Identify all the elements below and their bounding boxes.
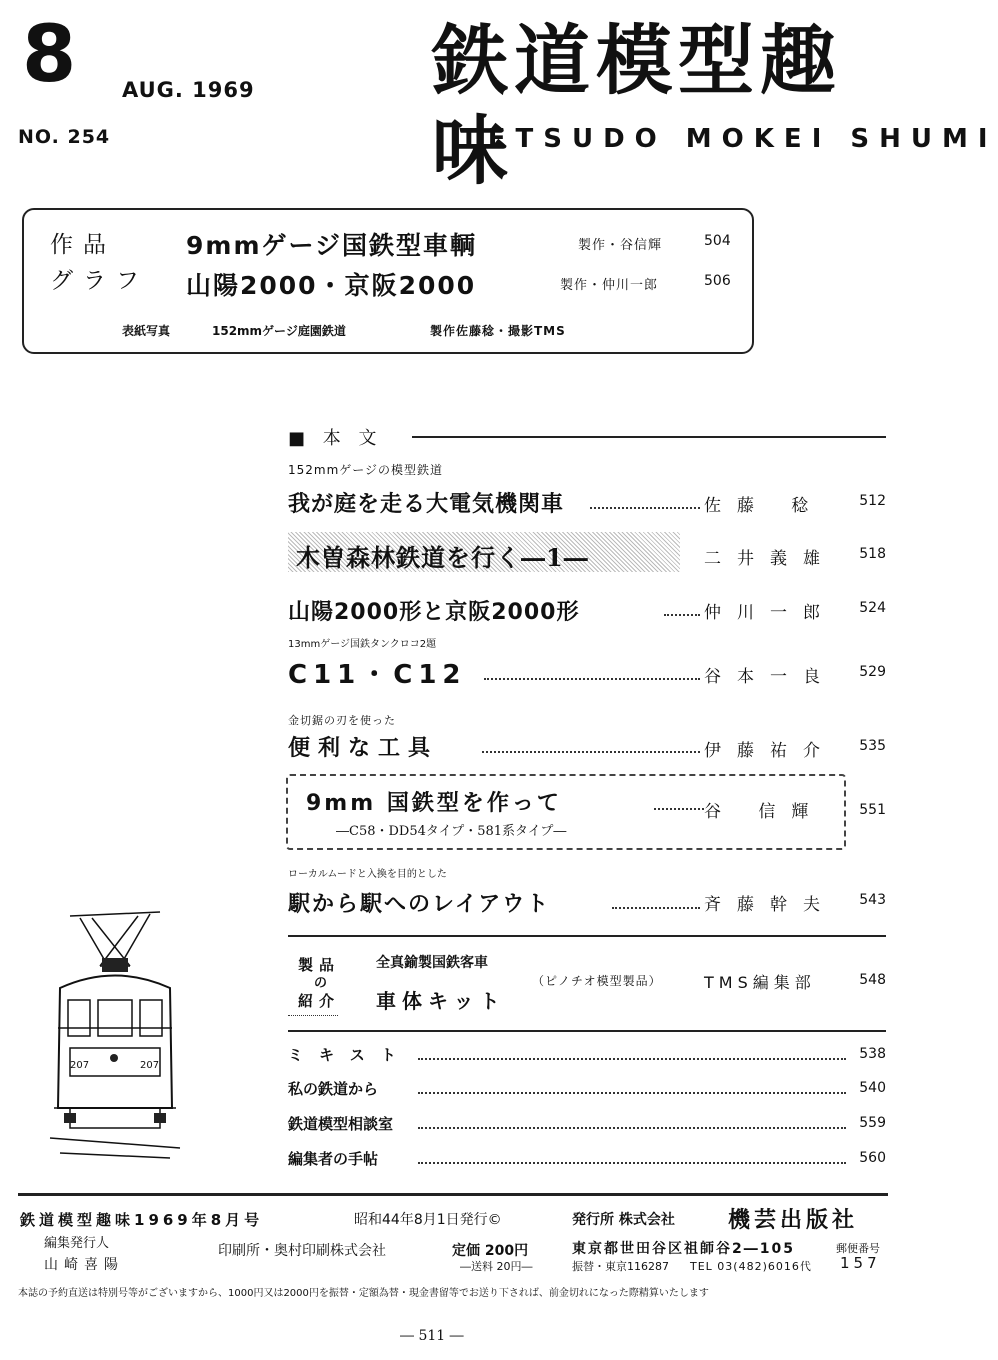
misc-title: ミキスト xyxy=(288,1046,412,1064)
article-page: 529 xyxy=(859,664,886,680)
article-author: 谷 信輝 xyxy=(704,802,825,822)
article-title: 木曽森林鉄道を行く―1― xyxy=(296,543,589,572)
product-page: 548 xyxy=(859,972,886,988)
box-author: 製作・谷信輝 xyxy=(578,238,663,253)
misc-title: 私の鉄道から xyxy=(288,1080,379,1098)
article-page: 512 xyxy=(859,493,886,509)
article-title: 便利な工具 xyxy=(288,736,439,761)
article-page: 551 xyxy=(859,802,886,818)
footer-mag-issue: 鉄道模型趣味1969年8月号 xyxy=(20,1211,264,1229)
svg-text:207: 207 xyxy=(140,1060,160,1071)
box-page: 504 xyxy=(704,233,731,249)
tram-illustration-icon xyxy=(40,908,190,1173)
leader-dots xyxy=(482,751,700,753)
misc-page: 540 xyxy=(859,1080,886,1096)
article-subtitle: ローカルムードと入換を目的とした xyxy=(288,869,447,880)
footer-publisher: 機芸出版社 xyxy=(728,1208,859,1233)
misc-page: 559 xyxy=(859,1115,886,1131)
magazine-title-roman: TETSUDO MOKEI SHUMI xyxy=(460,124,998,154)
article-title: C11・C12 xyxy=(288,660,467,690)
product-label-bottom: 紹介 xyxy=(298,992,341,1010)
footer-pub-date: 昭和44年8月1日発行© xyxy=(354,1212,502,1228)
product-author: TMS編集部 xyxy=(704,973,816,992)
leader-dots xyxy=(654,808,704,810)
article-page: 535 xyxy=(859,738,886,754)
article-author: 仲川一郎 xyxy=(704,603,836,623)
footer-price: 定価 200円 xyxy=(452,1243,529,1259)
misc-title: 編集者の手帖 xyxy=(288,1150,379,1168)
product-label-top: 製品 xyxy=(298,956,341,974)
cover-label: 表紙写真 xyxy=(122,324,171,338)
footer-postal-label: 郵便番号 xyxy=(836,1242,880,1255)
misc-page: 538 xyxy=(859,1046,886,1062)
footer-editor: 山崎喜陽 xyxy=(44,1257,124,1273)
page-number: ― 511 ― xyxy=(400,1328,464,1344)
leader-dots xyxy=(484,678,700,680)
footer-postage: ―送料 20円― xyxy=(460,1260,533,1273)
article-author: 伊藤祐介 xyxy=(704,741,836,761)
product-item-sub: 全真鍮製国鉄客車 xyxy=(376,955,488,971)
article-author: 斉藤幹夫 xyxy=(704,895,836,915)
product-label-mid: の xyxy=(314,976,328,991)
issue-number: 8 xyxy=(22,10,75,100)
footer-tel: TEL 03(482)6016代 xyxy=(690,1260,812,1273)
article-title-sub: ―C58・DD54タイプ・581系タイプ― xyxy=(336,824,567,839)
article-subtitle: 152mmゲージの模型鉄道 xyxy=(288,463,444,477)
box-title: 9mmゲージ国鉄型車輌 xyxy=(186,231,477,260)
product-item-title: 車体キット xyxy=(376,989,506,1013)
leader-dots xyxy=(664,614,700,616)
footer-editor-label: 編集発行人 xyxy=(44,1236,110,1251)
leader-dots xyxy=(418,1058,846,1060)
leader-dots xyxy=(612,907,700,909)
box-category: グラフ xyxy=(50,268,149,294)
featured-box xyxy=(22,208,754,354)
leader-dots xyxy=(418,1092,846,1094)
box-author: 製作・仲川一郎 xyxy=(560,278,659,293)
article-page: 518 xyxy=(859,546,886,562)
misc-page: 560 xyxy=(859,1150,886,1166)
footer-rule xyxy=(18,1193,888,1196)
article-title: 山陽2000形と京阪2000形 xyxy=(288,600,580,625)
section-rule xyxy=(412,436,886,438)
article-subtitle: 13mmゲージ国鉄タンクロコ2題 xyxy=(288,639,437,650)
article-page: 524 xyxy=(859,600,886,616)
article-title: 我が庭を走る大電気機関車 xyxy=(288,492,565,517)
article-author: 二井義雄 xyxy=(704,549,836,569)
footer-account: 振替・東京116287 xyxy=(572,1260,669,1273)
divider-rule xyxy=(288,1030,886,1032)
footer-address: 東京都世田谷区祖師谷2―105 xyxy=(572,1241,795,1257)
magazine-title: 鉄道模型趣味 xyxy=(432,16,842,195)
svg-text:207: 207 xyxy=(70,1060,90,1071)
article-author: 谷本一良 xyxy=(704,667,836,687)
misc-title: 鉄道模型相談室 xyxy=(288,1115,394,1133)
cover-credit: 製作佐藤稔・撮影TMS xyxy=(430,324,566,338)
box-title: 山陽2000・京阪2000 xyxy=(186,271,477,300)
footer-note: 本誌の予約直送は特別号等がございますから、1000円又は2000円を振替・定額為替・現金書留等でお送り下されば、前金切れになった際精算いたします xyxy=(18,1288,709,1299)
leader-dots xyxy=(590,507,700,509)
leader-dots xyxy=(418,1127,846,1129)
section-label: ■ 本 文 xyxy=(288,428,383,449)
article-page: 543 xyxy=(859,892,886,908)
cover-title: 152mmゲージ庭園鉄道 xyxy=(212,324,346,338)
issue-no: NO. 254 xyxy=(18,126,111,148)
leader-dots xyxy=(288,1015,338,1016)
box-category: 作品 xyxy=(50,232,116,258)
footer-postal-code: 157 xyxy=(840,1254,881,1272)
product-maker: （ピノチオ模型製品） xyxy=(532,974,662,988)
leader-dots xyxy=(418,1162,846,1164)
article-subtitle: 金切鋸の刃を使った xyxy=(288,714,396,727)
footer-printer: 印刷所・奥村印刷株式会社 xyxy=(218,1243,386,1259)
article-title: 駅から駅へのレイアウト xyxy=(288,892,551,917)
issue-date: AUG. 1969 xyxy=(122,78,255,102)
article-author: 佐藤 稔 xyxy=(704,496,825,516)
footer-publisher-label: 発行所 株式会社 xyxy=(572,1212,675,1228)
divider-rule xyxy=(288,935,886,937)
box-page: 506 xyxy=(704,273,731,289)
article-title: 9mm 国鉄型を作って xyxy=(306,791,562,816)
